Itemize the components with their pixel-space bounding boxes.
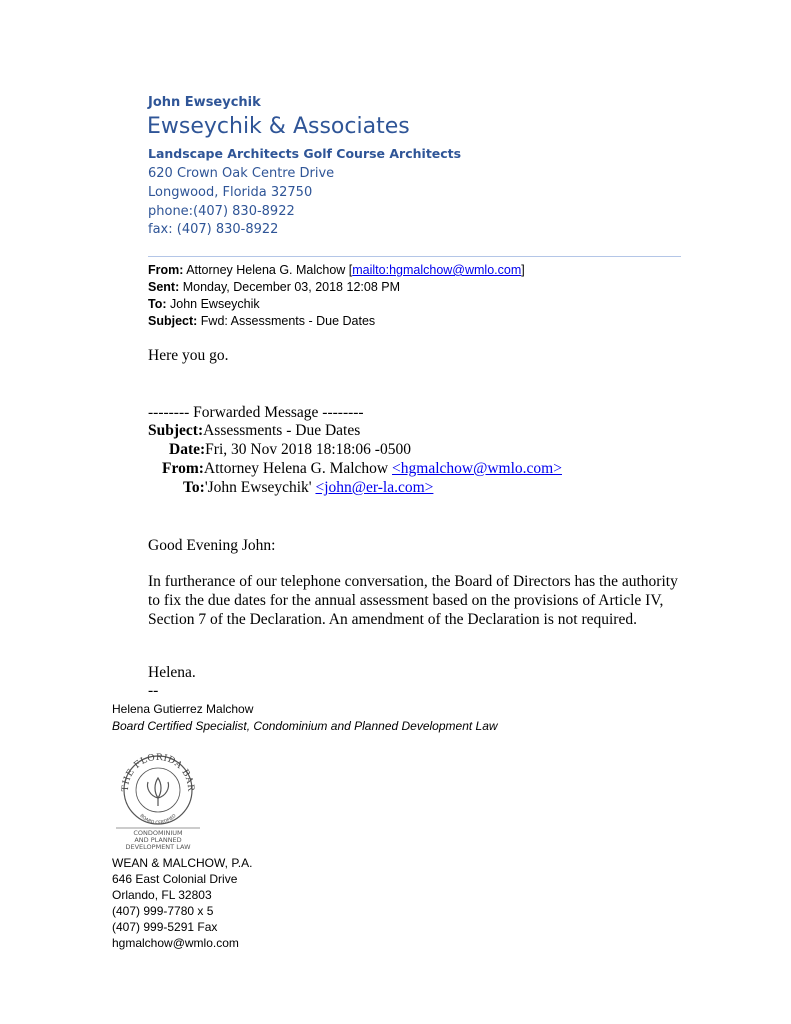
attorney-name: Helena Gutierrez Malchow <box>112 702 254 716</box>
header-subject-label: Subject: <box>148 314 198 328</box>
sender-name: John Ewseychik <box>148 95 261 110</box>
header-from-row <box>148 263 525 277</box>
header-sent-label: Sent: <box>148 280 180 294</box>
fw-to-value: 'John Ewseychik' <box>204 479 316 496</box>
sender-address-line2: Longwood, Florida 32750 <box>148 185 313 200</box>
fw-from-row <box>162 460 562 478</box>
logo-caption-line3: DEVELOPMENT LAW <box>125 843 191 851</box>
law-firm-address2: Orlando, FL 32803 <box>112 888 212 902</box>
logo-inner-text: BOARD CERTIFIED <box>138 813 178 827</box>
svg-text:BOARD CERTIFIED <box>138 813 177 826</box>
logo-caption-line1: CONDOMINIUM <box>133 829 183 837</box>
svg-text:THE FLORIDA BAR <box>121 753 195 792</box>
law-firm-email[interactable]: hgmalchow@wmlo.com <box>112 936 239 950</box>
fw-subject-row <box>148 422 360 440</box>
sender-phone: phone:(407) 830-8922 <box>148 204 295 219</box>
fw-date-label: Date: <box>169 441 206 458</box>
header-from-value: Attorney Helena G. Malchow [ <box>186 263 353 277</box>
law-firm-address1: 646 East Colonial Drive <box>112 872 238 886</box>
fw-date-row <box>169 441 411 459</box>
header-from-link[interactable]: mailto:hgmalchow@wmlo.com <box>352 263 522 277</box>
header-subject-row <box>148 314 375 328</box>
fw-from-label: From: <box>162 460 204 477</box>
sender-firm: Ewseychik & Associates <box>147 114 410 139</box>
forwarded-banner: -------- Forwarded Message -------- <box>148 404 364 421</box>
signature-separator: -- <box>148 682 159 699</box>
law-firm-fax: (407) 999-5291 Fax <box>112 920 218 934</box>
closing: Helena. <box>148 664 196 681</box>
sender-tagline: Landscape Architects Golf Course Architects <box>148 146 462 161</box>
header-to-row <box>148 297 260 311</box>
header-from-label: From: <box>148 263 184 277</box>
header-from-close: ] <box>521 263 525 277</box>
fw-from-link[interactable]: <hgmalchow@wmlo.com> <box>392 460 562 477</box>
header-to-value: John Ewseychik <box>170 297 260 311</box>
fw-to-label: To: <box>183 479 205 496</box>
law-firm-phone: (407) 999-7780 x 5 <box>112 904 214 918</box>
attorney-title: Board Certified Specialist, Condominium and Planned Development Law <box>112 719 498 733</box>
fw-to-link[interactable]: <john@er-la.com> <box>315 479 434 496</box>
header-to-label: To: <box>148 297 167 311</box>
fw-subject-value: Assessments - Due Dates <box>203 422 361 439</box>
header-sent-value: Monday, December 03, 2018 12:08 PM <box>182 280 400 294</box>
law-firm-name: WEAN & MALCHOW, P.A. <box>112 856 253 870</box>
fw-from-value: Attorney Helena G. Malchow <box>203 460 393 477</box>
lily-icon <box>147 778 168 806</box>
florida-bar-logo <box>108 750 208 851</box>
fw-date-value: Fri, 30 Nov 2018 18:18:06 -0500 <box>205 441 411 458</box>
message-paragraph: In furtherance of our telephone conversation, the Board of Directors has the authority to fix the due dates for the annual assessment based on the provisions of Article IV, Section 7 of the Declaration. An amendment of the Declaration is not required. <box>148 573 678 628</box>
logo-caption-line2: AND PLANNED <box>134 836 182 844</box>
greeting: Good Evening John: <box>148 537 276 554</box>
header-subject-value: Fwd: Assessments - Due Dates <box>200 314 376 328</box>
header-sent-row <box>148 280 400 294</box>
header-divider <box>148 256 681 257</box>
message-intro: Here you go. <box>148 347 229 364</box>
sender-address-line1: 620 Crown Oak Centre Drive <box>148 166 335 181</box>
fw-subject-label: Subject: <box>148 422 204 439</box>
fw-to-row <box>183 479 433 497</box>
sender-fax: fax: (407) 830-8922 <box>148 222 279 237</box>
logo-ring-text: THE FLORIDA BAR <box>120 752 196 792</box>
